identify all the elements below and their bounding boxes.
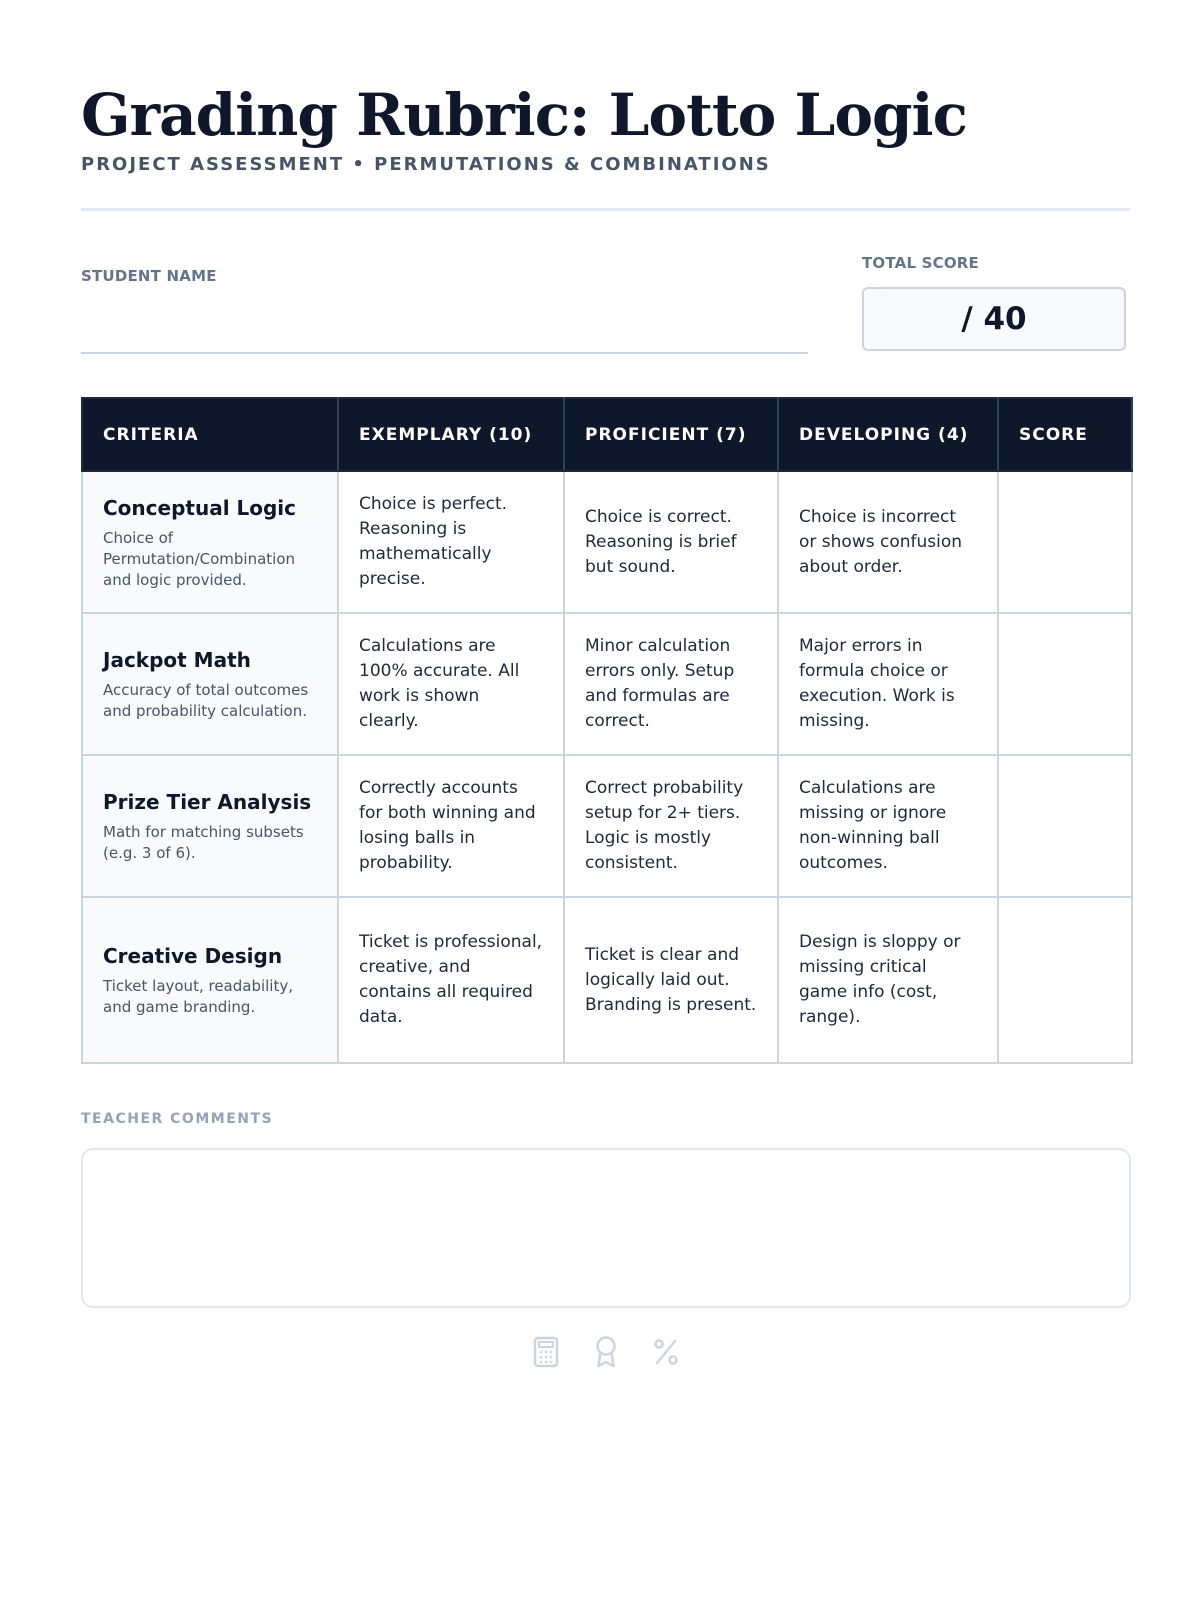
teacher-comments-box[interactable] [81, 1148, 1131, 1308]
student-name-field[interactable] [81, 352, 808, 354]
rubric-page [81, 80, 1130, 351]
footer-icons [81, 1334, 1131, 1370]
page-title: Grading Rubric: Lotto Logic [81, 81, 967, 149]
criteria-description: Math for matching subsets (e.g. 3 of 6). [103, 823, 304, 862]
developing-cell: Choice is incorrect or shows confusion about order. [778, 471, 998, 613]
criteria-cell [82, 897, 338, 1063]
score-cell[interactable] [998, 897, 1132, 1063]
exemplary-cell: Choice is perfect. Reasoning is mathematically precise. [338, 471, 564, 613]
criteria-description: Ticket layout, readability, and game branding. [103, 977, 294, 1016]
table-row [82, 897, 1132, 1063]
criteria-cell [82, 755, 338, 897]
criteria-description: Accuracy of total outcomes and probability calculation. [103, 681, 309, 720]
exemplary-cell: Calculations are 100% accurate. All work is shown clearly. [338, 613, 564, 755]
score-cell[interactable] [998, 755, 1132, 897]
page-subtitle: PROJECT ASSESSMENT • PERMUTATIONS & COMBINATIONS [81, 154, 771, 175]
student-name-label: STUDENT NAME [81, 267, 217, 285]
criteria-name: Conceptual Logic [103, 495, 297, 520]
column-header-developing: DEVELOPING (4) [778, 398, 998, 471]
proficient-cell: Ticket is clear and logically laid out. Branding is present. [564, 897, 778, 1063]
total-score-label: TOTAL SCORE [862, 254, 979, 272]
percent-icon [650, 1334, 682, 1370]
score-cell[interactable] [998, 613, 1132, 755]
criteria-name: Jackpot Math [103, 648, 251, 672]
column-header-criteria: CRITERIA [82, 398, 338, 471]
exemplary-cell: Ticket is professional, creative, and contains all required data. [338, 897, 564, 1063]
criteria-name: Prize Tier Analysis [103, 790, 312, 814]
criteria-cell [82, 613, 338, 755]
criteria-cell [82, 471, 338, 613]
exemplary-cell: Correctly accounts for both winning and losing balls in probability. [338, 755, 564, 897]
proficient-cell: Correct probability setup for 2+ tiers. Logic is mostly consistent. [564, 755, 778, 897]
total-score-box[interactable]: / 40 [862, 287, 1126, 351]
table-row [82, 471, 1132, 613]
teacher-comments-label: TEACHER COMMENTS [81, 1111, 274, 1127]
table-row [82, 613, 1132, 755]
rubric-header-row [82, 398, 1132, 471]
column-header-exemplary: EXEMPLARY (10) [338, 398, 564, 471]
developing-cell: Major errors in formula choice or execution. Work is missing. [778, 613, 998, 755]
proficient-cell: Choice is correct. Reasoning is brief but sound. [564, 471, 778, 613]
column-header-score: SCORE [998, 398, 1132, 471]
award-icon [590, 1334, 622, 1370]
rubric-table [81, 397, 1133, 1064]
table-row [82, 755, 1132, 897]
proficient-cell: Minor calculation errors only. Setup and formulas are correct. [564, 613, 778, 755]
calculator-icon [530, 1334, 562, 1370]
criteria-description: Choice of Permutation/Combination and logic provided. [103, 528, 296, 589]
developing-cell: Calculations are missing or ignore non-winning ball outcomes. [778, 755, 998, 897]
student-info-row [81, 211, 1130, 351]
score-cell[interactable] [998, 471, 1132, 613]
criteria-name: Creative Design [103, 944, 283, 968]
developing-cell: Design is sloppy or missing critical game info (cost, range). [778, 897, 998, 1063]
column-header-proficient: PROFICIENT (7) [564, 398, 778, 471]
